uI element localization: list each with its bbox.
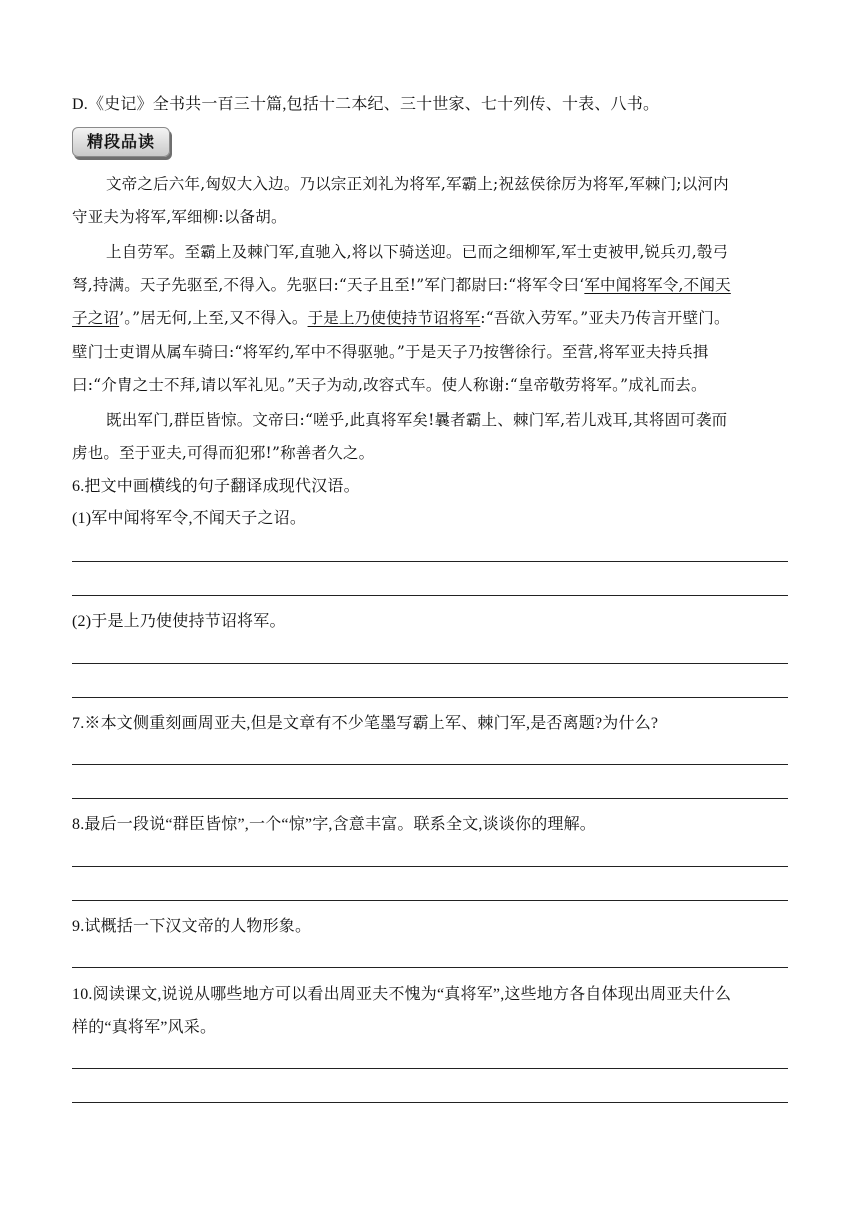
question-10-cont: 样的“真将军”风采。 <box>72 1019 217 1036</box>
passage-line: 壁门士吏谓从属车骑曰:“将军约,军中不得驱驰。”于是天子乃按辔徐行。至营,将军亚夫持兵揖 <box>72 343 709 361</box>
passage-line: 守亚夫为将军,军细柳:以备胡。 <box>72 208 287 226</box>
answer-line[interactable] <box>72 900 788 901</box>
answer-line[interactable] <box>72 697 788 698</box>
question-6-1: (1)军中闻将军令,不闻天子之诏。 <box>72 510 307 527</box>
passage-line <box>72 307 788 329</box>
passage-text: 弩,持满。天子先驱至,不得入。先驱曰:“天子且至!”军门都尉曰:“将军令曰‘ <box>72 276 585 294</box>
question-6-2: (2)于是上乃使使持节诏将军。 <box>72 613 286 630</box>
question-9: 9.试概括一下汉文帝的人物形象。 <box>72 918 312 935</box>
answer-line[interactable] <box>72 798 788 799</box>
question-6: 6.把文中画横线的句子翻译成现代汉语。 <box>72 478 360 495</box>
passage-line <box>72 274 788 296</box>
underlined-sentence-2: 于是上乃使使持节诏将军 <box>307 309 481 327</box>
answer-line[interactable] <box>72 866 788 867</box>
passage-line: 上自劳军。至霸上及棘门军,直驰入,将以下骑送迎。已而之细柳军,军士吏被甲,锐兵刃,彀弓 <box>106 243 729 261</box>
passage-line: 虏也。至于亚夫,可得而犯邪!”称善者久之。 <box>72 444 375 462</box>
answer-line[interactable] <box>72 764 788 765</box>
underlined-sentence-1: 军中闻将军令,不闻天 <box>584 276 731 294</box>
section-badge: 精段品读 <box>72 127 170 157</box>
answer-line[interactable] <box>72 1102 788 1103</box>
answer-line[interactable] <box>72 561 788 562</box>
passage-line: 文帝之后六年,匈奴大入边。乃以宗正刘礼为将军,军霸上;祝兹侯徐厉为将军,军棘门;以河内 <box>106 175 729 193</box>
passage-line: 既出军门,群臣皆惊。文帝曰:“嗟乎,此真将军矣!曩者霸上、棘门军,若儿戏耳,其将固可袭而 <box>106 411 728 429</box>
option-d: D.《史记》全书共一百三十篇,包括十二本纪、三十世家、七十列传、十表、八书。 <box>72 96 660 113</box>
answer-line[interactable] <box>72 967 788 968</box>
question-8: 8.最后一段说“群臣皆惊”,一个“惊”字,含意丰富。联系全文,谈谈你的理解。 <box>72 816 597 833</box>
answer-line[interactable] <box>72 1068 788 1069</box>
answer-line[interactable] <box>72 595 788 596</box>
answer-line[interactable] <box>72 663 788 664</box>
question-10: 10.阅读课文,说说从哪些地方可以看出周亚夫不愧为“真将军”,这些地方各自体现出周亚夫什么 <box>72 986 732 1003</box>
passage-text: :“吾欲入劳军。”亚夫乃传言开壁门。 <box>480 309 730 327</box>
question-7: 7.※本文侧重刻画周亚夫,但是文章有不少笔墨写霸上军、棘门军,是否离题?为什么? <box>72 715 659 732</box>
passage-text: ’。”居无何,上至,又不得入。 <box>119 309 308 327</box>
passage-line: 曰:“介胄之士不拜,请以军礼见。”天子为动,改容式车。使人称谢:“皇帝敬劳将军。”成礼而去。 <box>72 376 707 394</box>
underlined-sentence-1-end: 子之诏 <box>72 309 120 327</box>
